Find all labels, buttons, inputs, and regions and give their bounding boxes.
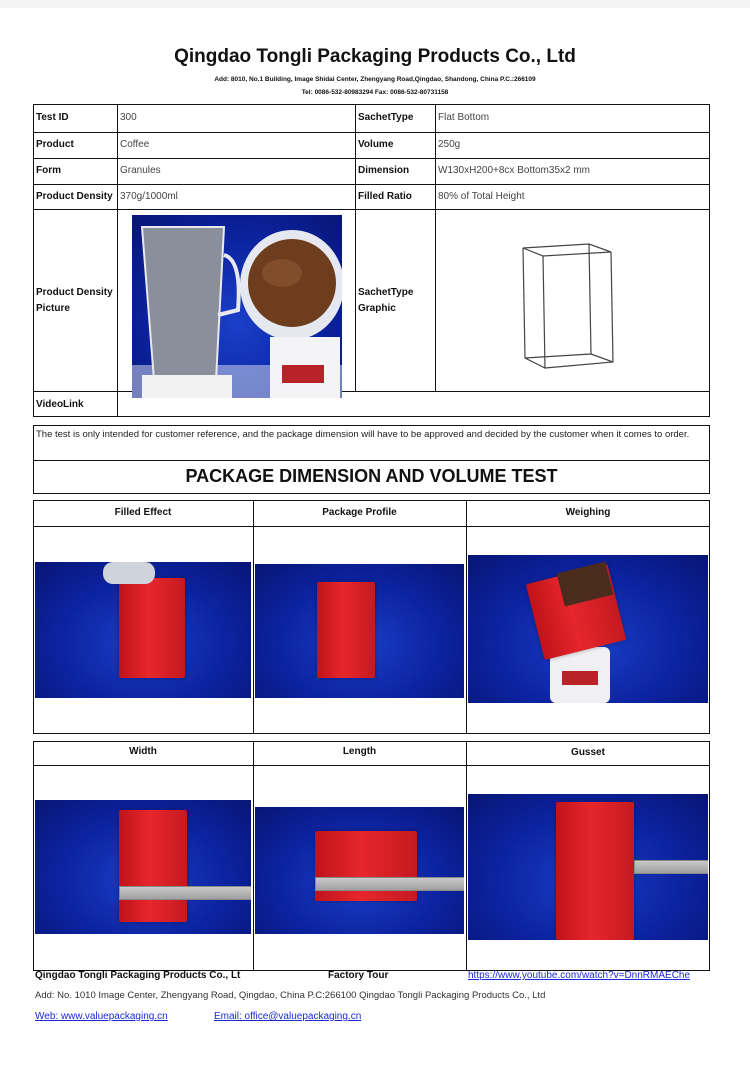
volume-label: Volume xyxy=(358,139,394,150)
gusset-heading: Gusset xyxy=(571,747,605,758)
form-label: Form xyxy=(36,165,61,176)
document-page xyxy=(0,8,750,1066)
package-profile-heading: Package Profile xyxy=(322,507,397,518)
density-value: 370g/1000ml xyxy=(120,191,178,202)
sachet-type-label: SachetType xyxy=(358,112,414,123)
filled-effect-photo xyxy=(35,562,251,698)
weighing-heading: Weighing xyxy=(565,507,611,518)
video-link-label: VideoLink xyxy=(36,399,84,410)
email-link[interactable]: Email: office@valuepackaging.cn xyxy=(214,1011,362,1022)
test-id-label: Test ID xyxy=(36,112,69,123)
company-phone: Tel: 0086-532-80983294 Fax: 0086-532-80731158 xyxy=(301,89,449,96)
density-photo xyxy=(132,215,342,398)
disclaimer-note: The test is only intended for customer reference, and the package dimension will have to be approved and decided by the customer when it comes to order. xyxy=(36,429,690,440)
factory-tour-label: Factory Tour xyxy=(328,970,389,981)
sachet-type-value: Flat Bottom xyxy=(438,112,490,123)
footer-address: Add: No. 1010 Image Center, Zhengyang Road, Qingdao, China P.C:266100 Qingdao Tongli Packaging Products Co., Ltd xyxy=(35,990,546,1001)
width-heading: Width xyxy=(129,746,157,757)
filled-ratio-label: Filled Ratio xyxy=(358,191,412,202)
website-link[interactable]: Web: www.valuepackaging.cn xyxy=(35,1011,168,1022)
sachet-graphic-label: SachetType Graphic xyxy=(358,287,414,314)
dimension-label: Dimension xyxy=(358,165,410,176)
youtube-link[interactable]: https://www.youtube.com/watch?v=DnnRMAEChe xyxy=(468,970,691,981)
gusset-photo xyxy=(468,794,708,940)
weighing-photo xyxy=(468,555,708,703)
package-profile-photo xyxy=(255,564,464,698)
sachet-graphic xyxy=(505,240,625,380)
filled-ratio-value: 80% of Total Height xyxy=(438,191,525,202)
section-title: PACKAGE DIMENSION AND VOLUME TEST xyxy=(185,466,558,486)
product-label: Product xyxy=(36,139,74,150)
dimension-value: W130xH200+8cx Bottom35x2 mm xyxy=(438,165,591,176)
test-id-value: 300 xyxy=(120,112,137,123)
footer-company: Qingdao Tongli Packaging Products Co., Lt xyxy=(35,970,241,981)
product-value: Coffee xyxy=(120,139,150,150)
form-value: Granules xyxy=(120,165,161,176)
width-photo xyxy=(35,800,251,934)
length-photo xyxy=(255,807,464,934)
company-title: Qingdao Tongli Packaging Products Co., Ltd xyxy=(174,46,576,67)
length-heading: Length xyxy=(342,746,377,757)
company-address: Add: 8010, No.1 Building, Image Shidai Center, Zhengyang Road,Qingdao, Shandong, China P.C.:266109 xyxy=(214,76,536,83)
filled-effect-heading: Filled Effect xyxy=(114,507,172,518)
volume-value: 250g xyxy=(438,139,461,150)
density-picture-label: Product Density Picture xyxy=(36,287,113,314)
density-label: Product Density xyxy=(36,191,113,202)
